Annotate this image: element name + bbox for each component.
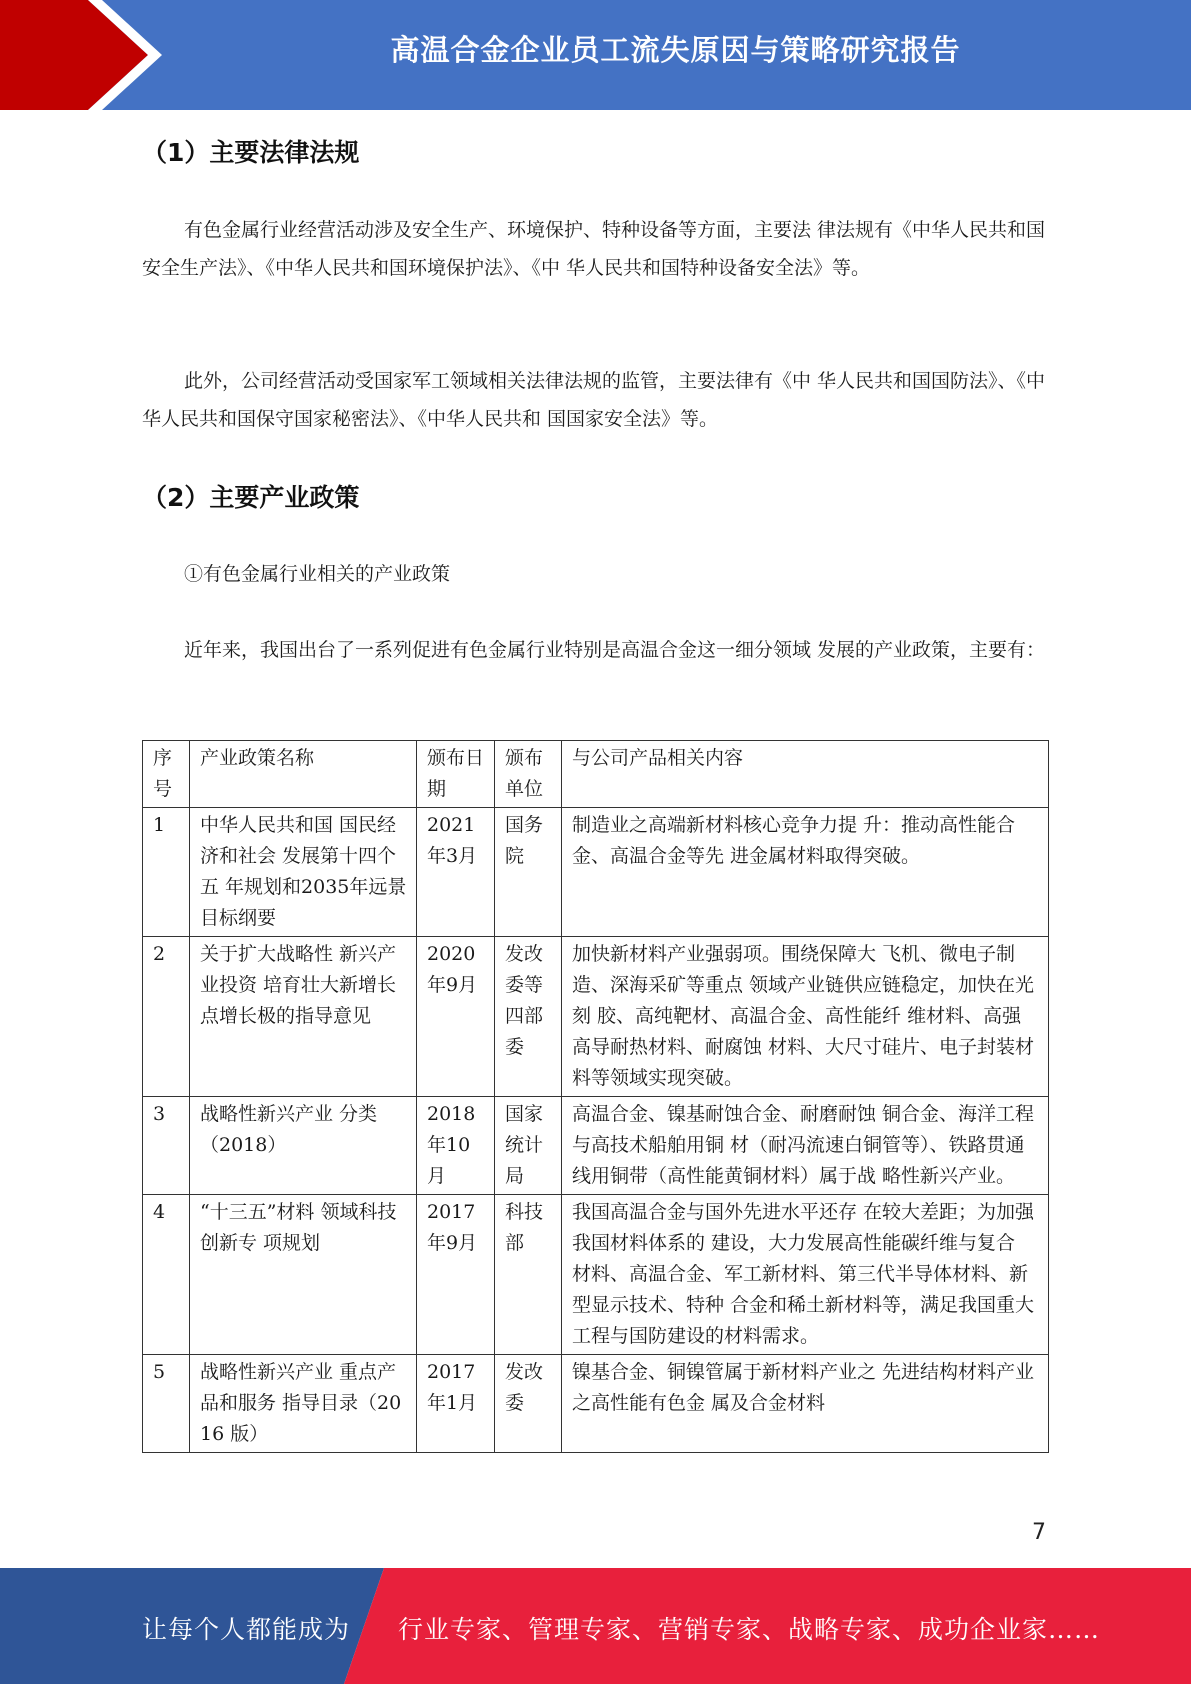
cell-content: 镍基合金、铜镍管属于新材料产业之 先进结构材料产业之高性能有色金 属及合金材料	[562, 1355, 1049, 1453]
cell-issuer: 发改委等四部委	[495, 937, 562, 1097]
table-header-row	[143, 741, 1049, 808]
cell-issuer: 国务院	[495, 808, 562, 937]
cell-policy-name: 关于扩大战略性 新兴产业投资 培育壮大新增长 点增长极的指导意见	[190, 937, 417, 1097]
table-row	[143, 937, 1049, 1097]
table-row	[143, 1097, 1049, 1195]
cell-issuer: 发改委	[495, 1355, 562, 1453]
cell-content: 高温合金、镍基耐蚀合金、耐磨耐蚀 铜合金、海洋工程与高技术船舶用铜 材（耐冯流速白铜管等）、铁路贯通 线用铜带（高性能黄铜材料）属于战 略性新兴产业。	[562, 1097, 1049, 1195]
subheading-nonferrous-policy: ①有色金属行业相关的产业政策	[184, 563, 451, 585]
policy-table	[142, 740, 1049, 1453]
cell-index: 5	[143, 1355, 190, 1453]
footer-slogan-right: 行业专家、管理专家、营销专家、战略专家、成功企业家……	[398, 1615, 1101, 1644]
cell-content: 制造业之高端新材料核心竞争力提 升：推动高性能合金、高温合金等先 进金属材料取得突破。	[562, 808, 1049, 937]
section-heading-laws: （1）主要法律法规	[142, 138, 360, 167]
header-policy-name: 产业政策名称	[190, 741, 417, 808]
cell-index: 1	[143, 808, 190, 937]
cell-date: 2017年9月	[417, 1195, 495, 1355]
paragraph-laws-1: 有色金属行业经营活动涉及安全生产、环境保护、特种设备等方面，主要法 律法规有《中华人民共和国安全生产法》、《中华人民共和国环境保护法》、《中 华人民共和国特种设备安全法》等。	[142, 219, 1046, 279]
footer-slogan-left: 让每个人都能成为	[142, 1615, 351, 1644]
section-heading-policies: （2）主要产业政策	[142, 483, 360, 512]
table-row	[143, 808, 1049, 937]
cell-index: 4	[143, 1195, 190, 1355]
header-index: 序号	[143, 741, 190, 808]
cell-policy-name: 战略性新兴产业 分类（2018）	[190, 1097, 417, 1195]
cell-date: 2020年9月	[417, 937, 495, 1097]
report-title: 高温合金企业员工流失原因与策略研究报告	[390, 33, 961, 67]
table-row	[143, 1355, 1049, 1453]
footer-banner	[0, 1568, 1191, 1684]
cell-date: 2017年1月	[417, 1355, 495, 1453]
page-number: 7	[1032, 1520, 1046, 1545]
cell-issuer: 国家统计局	[495, 1097, 562, 1195]
cell-content: 我国高温合金与国外先进水平还存 在较大差距；为加强我国材料体系的 建设，大力发展高性能碳纤维与复合 材料、高温合金、军工新材料、第三代半导体材料、新型显示技术、特种 合金和稀土新材料等，满足我国重大 工程与国防建设的材料需求。	[562, 1195, 1049, 1355]
cell-date: 2021年3月	[417, 808, 495, 937]
cell-issuer: 科技部	[495, 1195, 562, 1355]
cell-index: 2	[143, 937, 190, 1097]
cell-content: 加快新材料产业强弱项。围绕保障大 飞机、微电子制造、深海采矿等重点 领域产业链供应链稳定，加快在光刻 胶、高纯靶材、高温合金、高性能纤 维材料、高强高导耐热材料、耐腐蚀 材料、大尺寸硅片、电子封装材料等领域实现突破。	[562, 937, 1049, 1097]
header-date: 颁布日期	[417, 741, 495, 808]
cell-policy-name: 中华人民共和国 国民经济和社会 发展第十四个五 年规划和2035年远景目标纲要	[190, 808, 417, 937]
table-row	[143, 1195, 1049, 1355]
cell-date: 2018年10月	[417, 1097, 495, 1195]
cell-index: 3	[143, 1097, 190, 1195]
paragraph-laws-2: 此外，公司经营活动受国家军工领域相关法律法规的监管，主要法律有《中 华人民共和国国防法》、《中华人民共和国保守国家秘密法》、《中华人民共和 国国家安全法》等。	[142, 370, 1046, 430]
header-banner	[0, 0, 1191, 110]
header-content: 与公司产品相关内容	[562, 741, 1049, 808]
cell-policy-name: 战略性新兴产业 重点产品和服务 指导目录（2016 版）	[190, 1355, 417, 1453]
paragraph-policy-intro: 近年来，我国出台了一系列促进有色金属行业特别是高温合金这一细分领域 发展的产业政策，主要有：	[184, 639, 1046, 661]
cell-policy-name: “十三五”材料 领域科技创新专 项规划	[190, 1195, 417, 1355]
header-issuer: 颁布单位	[495, 741, 562, 808]
